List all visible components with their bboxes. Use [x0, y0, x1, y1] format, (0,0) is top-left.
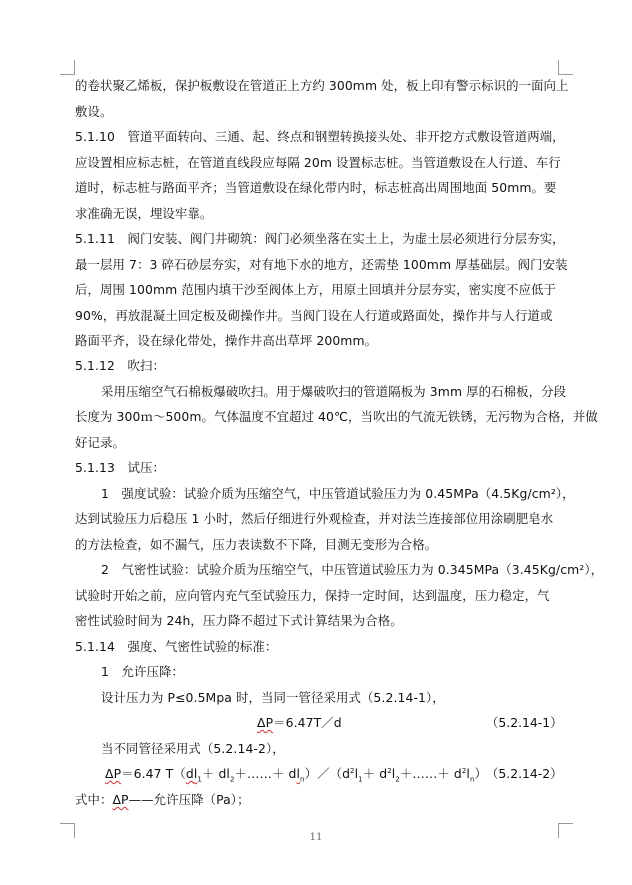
- section-heading-5-1-13: 5.1.13 试压：: [75, 460, 165, 475]
- body-line: 2 气密性试验：试验介质为压缩空气，中压管道试验压力为 0.345MPa（3.45Kg/cm²），: [101, 562, 604, 577]
- section-heading-5-1-12: 5.1.12 吹扫：: [75, 358, 165, 373]
- body-line: 好记录。: [75, 435, 125, 450]
- formula-note: 式中：ΔP——允许压降（Pa）；: [75, 792, 250, 807]
- body-line: 采用压缩空气石棉板爆破吹扫。用于爆破吹扫的管道隔板为 3mm 厚的石棉板，分段: [101, 384, 567, 399]
- crop-mark-top-right: [558, 60, 573, 75]
- section-heading-5-1-11: 5.1.11 阀门安装、阀门井砌筑：阀门必须坐落在实土上，为虚土层必须进行分层夯实，: [75, 231, 565, 246]
- term-dln: $l_n$: [296, 766, 305, 784]
- equation-number: （5.2.14-2）: [486, 766, 563, 781]
- body-line: 最一层用 7：3 碎石砂层夯实，对有地下水的地方，还需垫 100mm 厚基础层。阀门安装: [75, 257, 568, 272]
- delta-p-symbol: ΔP: [105, 766, 122, 781]
- page-number: 11: [309, 832, 323, 843]
- equation-rhs: ＝6.47T／d: [273, 715, 342, 730]
- equation-5-2-14-2: ΔP＝6.47 $T(dl_1+$ $dl_2+\dots\dots+$ $dl_n)/(d^2l_1+$ $d^2l_2+\dots\dots+ d^2l_n$）: [105, 766, 487, 784]
- body-line: 求准确无误，埋设牢靠。: [75, 206, 213, 221]
- delta-p-symbol: ΔP: [257, 715, 274, 730]
- equation-5-2-14-1: [257, 715, 342, 731]
- delta-p-symbol: ΔP: [112, 792, 129, 807]
- body-line: 道时，标志桩与路面平齐；当管道敷设在绿化带内时，标志桩高出周围地面 50mm。要: [75, 180, 557, 195]
- body-line: 后，周围 100mm 范围内填干沙至阀体上方，用原土回填并分层夯实，密实度不应低于: [75, 282, 557, 297]
- body-line: 的卷状聚乙烯板，保护板敷设在管道正上方约 300mm 处，板上印有警示标识的一面向上: [75, 78, 569, 93]
- body-line: 设计压力为 P≤0.5Mpa 时，当同一管径采用式（5.2.14-1），: [101, 690, 445, 705]
- body-line: 90%，再放混凝土回定板及砌操作井。当阀门设在人行道或路面处，操作井与人行道或: [75, 308, 553, 323]
- body-line: 的方法检查，如不漏气，压力表读数不下降，目测无变形为合格。: [75, 537, 438, 552]
- body-line: 密性试验时间为 24h，压力降不超过下式计算结果为合格。: [75, 613, 403, 628]
- body-line: 1 强度试验：试验介质为压缩空气，中压管道试验压力为 0.45MPa（4.5Kg/cm²），: [101, 486, 575, 501]
- body-line: 1 允许压降：: [101, 664, 184, 679]
- term-dl1: $dl_1$: [185, 766, 202, 784]
- body-line: 试验时开始之前，应向管内充气至试验压力，保持一定时间，达到温度，压力稳定，气: [75, 588, 550, 603]
- body-line: 敷设。: [75, 104, 113, 119]
- section-heading-5-1-14: 5.1.14 强度、气密性试验的标准：: [75, 639, 278, 654]
- body-line: 当不同管径采用式（5.2.14-2），: [101, 741, 285, 756]
- equation-number: （5.2.14-1）: [486, 715, 563, 730]
- section-heading-5-1-10: 5.1.10 管道平面转向、三通、起、终点和钢塑转换接头处、非开挖方式敷设管道两端，: [75, 129, 565, 144]
- crop-mark-top-left: [60, 60, 75, 75]
- body-line: 达到试验压力后稳压 1 小时，然后仔细进行外观检查，并对法兰连接部位用涂刷肥皂水: [75, 511, 554, 526]
- body-line: 应设置相应标志桩，在管道直线段应每隔 20m 设置标志桩。当管道敷设在人行道、车行: [75, 155, 561, 170]
- body-line: 长度为 300ｍ～500m。气体温度不宜超过 40℃，当吹出的气流无铁锈，无污物为合格，并做: [75, 409, 598, 424]
- body-line: 路面平齐，设在绿化带处，操作井高出草坪 200mm。: [75, 333, 378, 348]
